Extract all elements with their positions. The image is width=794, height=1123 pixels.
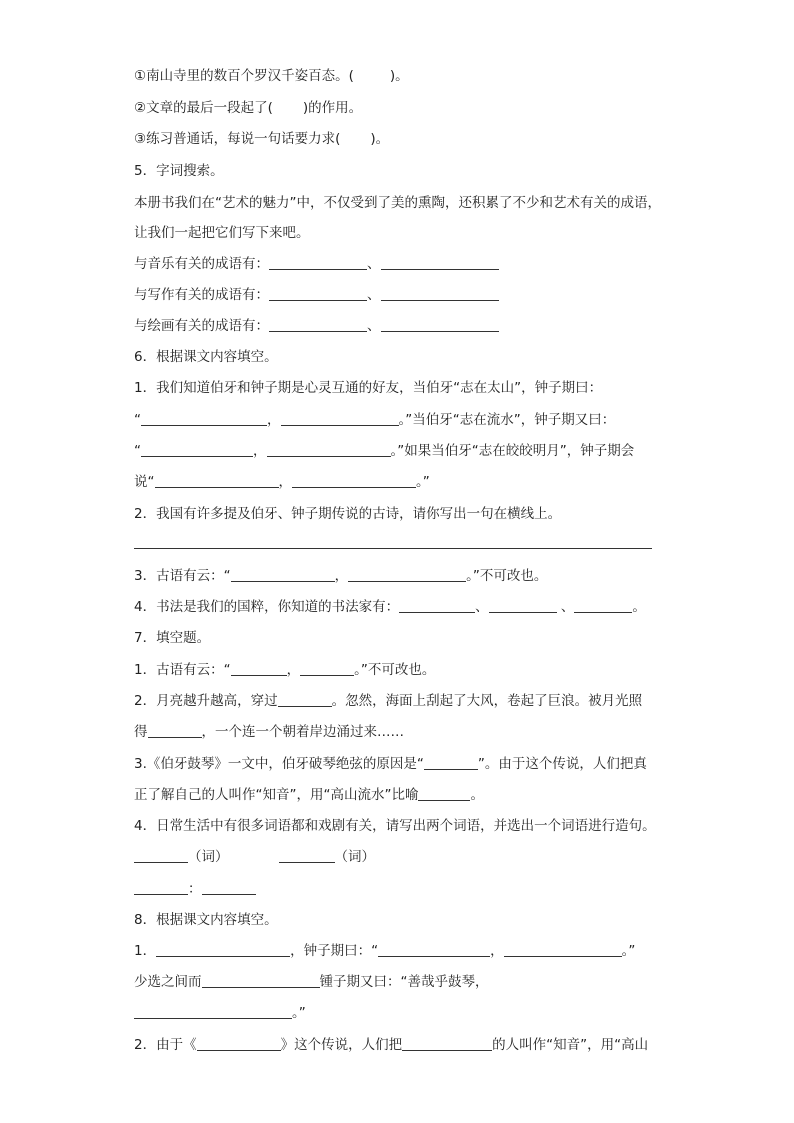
answer-blank[interactable] [381, 256, 499, 270]
q6-sub4 [134, 598, 646, 616]
q7-sub3-line2 [134, 786, 484, 804]
q7-sub4-words [134, 848, 375, 866]
q7-sub4-sentence [134, 880, 256, 898]
word-label: （词） [188, 849, 229, 865]
q6-title: 6．根据课文内容填空。 [134, 349, 278, 365]
separator: 、 [367, 256, 381, 272]
answer-blank[interactable] [381, 287, 499, 301]
comma: ， [490, 943, 504, 959]
q8-sub1-line3 [134, 1004, 306, 1022]
q6-sub4-prefix: 4．书法是我们的国粹，你知道的书法家有： [134, 599, 400, 615]
q7-sub3-suffix: ”。由于这个传说，人们把真 [477, 756, 647, 772]
answer-blank[interactable] [134, 1005, 292, 1019]
q7-sub2b-prefix: 得 [134, 724, 148, 740]
answer-line[interactable] [134, 548, 652, 549]
answer-blank[interactable] [197, 1037, 281, 1051]
answer-blank[interactable] [279, 849, 335, 863]
q4-item-3-text: ③练习普通话，每说一句话要力求( [134, 131, 341, 147]
q8-title: 8．根据课文内容填空。 [134, 912, 278, 928]
answer-blank[interactable] [141, 443, 253, 457]
comma: ， [334, 568, 349, 584]
word-label: （词） [334, 849, 375, 865]
q7-sub4: 4．日常生活中有很多词语都和戏剧有关，请写出两个词语，并选出一个词语进行造句。 [134, 818, 656, 834]
q7-sub2-line1 [134, 692, 642, 710]
q7-sub2-line2 [134, 723, 404, 741]
comma: ， [253, 443, 267, 459]
q8-sub1b-prefix: 少选之间而 [134, 974, 202, 990]
q8-sub2 [134, 1036, 648, 1054]
answer-blank[interactable] [278, 693, 332, 707]
q8-sub2-prefix: 2．由于《 [134, 1037, 197, 1053]
separator: 、 [556, 599, 575, 615]
q7-sub1-suffix: 。”不可改也。 [354, 662, 436, 678]
q4-item-1 [134, 67, 409, 85]
open-quote: “ [134, 443, 141, 459]
q8-sub1-mid: ，钟子期曰：“ [290, 943, 379, 959]
colon: ： [188, 881, 202, 897]
answer-blank[interactable] [504, 943, 622, 957]
q7-sub3-line1 [134, 755, 647, 773]
answer-blank[interactable] [348, 568, 466, 582]
q5-writing-row [134, 286, 499, 304]
comma: ， [267, 412, 281, 428]
answer-blank[interactable] [148, 724, 202, 738]
answer-blank[interactable] [399, 599, 475, 613]
period: 。 [470, 787, 484, 803]
answer-blank[interactable] [267, 443, 391, 457]
q4-item-2 [134, 99, 362, 117]
q6-sub1-mid1: 。”当伯牙“志在流水”，钟子期又曰： [398, 412, 616, 428]
q4-item-3-end: )。 [370, 131, 390, 147]
answer-blank[interactable] [381, 318, 499, 332]
comma: ， [278, 474, 292, 490]
answer-blank[interactable] [141, 412, 267, 426]
answer-blank[interactable] [134, 849, 188, 863]
q7-sub3b-prefix: 正了解自己的人叫作“知音”，用“高山流水”比喻 [134, 787, 419, 803]
separator: 、 [367, 318, 381, 334]
q8-sub1b-suffix: 锺子期又曰：“善哉乎鼓琴， [319, 974, 489, 990]
q6-sub1-line3 [134, 442, 634, 460]
q8-sub2-mid: 》这个传说，人们把 [280, 1037, 403, 1053]
close-quote: 。” [416, 474, 430, 490]
q7-sub1 [134, 661, 435, 679]
answer-blank[interactable] [269, 318, 367, 332]
answer-blank[interactable] [269, 256, 367, 270]
answer-blank[interactable] [134, 881, 188, 895]
q4-item-1-end: )。 [389, 68, 409, 84]
answer-blank[interactable] [418, 787, 470, 801]
answer-blank[interactable] [292, 474, 416, 488]
q6-sub1-line2 [134, 411, 615, 429]
period: 。 [632, 599, 646, 615]
comma: ， [286, 662, 301, 678]
q5-painting-row [134, 317, 499, 335]
q4-item-3 [134, 130, 389, 148]
q4-item-2-end: )的作用。 [302, 100, 363, 116]
answer-blank[interactable] [155, 474, 279, 488]
answer-blank[interactable] [281, 412, 399, 426]
answer-blank[interactable] [424, 756, 478, 770]
q8-sub2-suffix: 的人叫作“知音”，用“高山 [492, 1037, 649, 1053]
answer-blank[interactable] [402, 1037, 492, 1051]
q7-sub3-prefix: 3.《伯牙鼓琴》一文中，伯牙破琴绝弦的原因是“ [134, 756, 424, 772]
q6-sub3 [134, 567, 547, 585]
q5-title: 5．字词搜索。 [134, 163, 224, 179]
q7-sub2-prefix: 2．月亮越升越高，穿过 [134, 693, 278, 709]
q6-sub3-suffix: 。”不可改也。 [466, 568, 548, 584]
separator: 、 [475, 599, 489, 615]
q6-sub1-say: 说“ [134, 474, 155, 490]
q6-sub3-prefix: 3．古语有云：“ [134, 568, 231, 584]
separator: 、 [367, 287, 381, 303]
close-quote: 。” [292, 1005, 306, 1021]
q5-painting-label: 与绘画有关的成语有： [134, 318, 269, 334]
q5-writing-label: 与写作有关的成语有： [134, 287, 269, 303]
q4-item-2-text: ②文章的最后一段起了( [134, 100, 273, 116]
q6-sub1-line1: 1．我们知道伯牙和钟子期是心灵互通的好友，当伯牙“志在太山”，钟子期曰： [134, 380, 603, 396]
answer-blank[interactable] [231, 662, 287, 676]
answer-blank[interactable] [300, 662, 354, 676]
q8-sub1-prefix: 1． [134, 943, 157, 959]
q5-music-label: 与音乐有关的成语有： [134, 256, 269, 272]
q5-intro-line-2: 让我们一起把它们写下来吧。 [134, 225, 310, 241]
q6-sub2: 2．我国有许多提及伯牙、钟子期传说的古诗，请你写出一句在横线上。 [134, 506, 562, 522]
q8-sub1-line2 [134, 973, 489, 991]
answer-blank[interactable] [489, 599, 557, 613]
q8-sub1-line1 [134, 942, 635, 960]
q5-music-row [134, 255, 499, 273]
q7-sub2b-suffix: ，一个连一个朝着岸边涌过来…… [201, 724, 404, 740]
answer-blank[interactable] [202, 974, 320, 988]
answer-blank[interactable] [269, 287, 367, 301]
q6-sub1-line4 [134, 473, 430, 491]
close-quote: 。” [621, 943, 636, 959]
q7-title: 7．填空题。 [134, 630, 211, 646]
q6-sub1-mid2: 。”如果当伯牙“志在皎皎明月”，钟子期会 [390, 443, 635, 459]
answer-blank[interactable] [156, 943, 290, 957]
q5-intro-line-1: 本册书我们在“艺术的魅力”中，不仅受到了美的熏陶，还积累了不少和艺术有关的成语， [134, 195, 661, 211]
q7-sub2-suffix: 。忽然，海面上刮起了大风，卷起了巨浪。被月光照 [331, 693, 643, 709]
answer-blank[interactable] [574, 599, 632, 613]
answer-blank[interactable] [378, 943, 490, 957]
q4-item-1-text: ①南山寺里的数百个罗汉千姿百态。( [134, 68, 354, 84]
open-quote: “ [134, 412, 141, 428]
answer-blank[interactable] [231, 568, 335, 582]
q7-sub1-prefix: 1．古语有云：“ [134, 662, 231, 678]
answer-blank[interactable] [202, 881, 256, 895]
